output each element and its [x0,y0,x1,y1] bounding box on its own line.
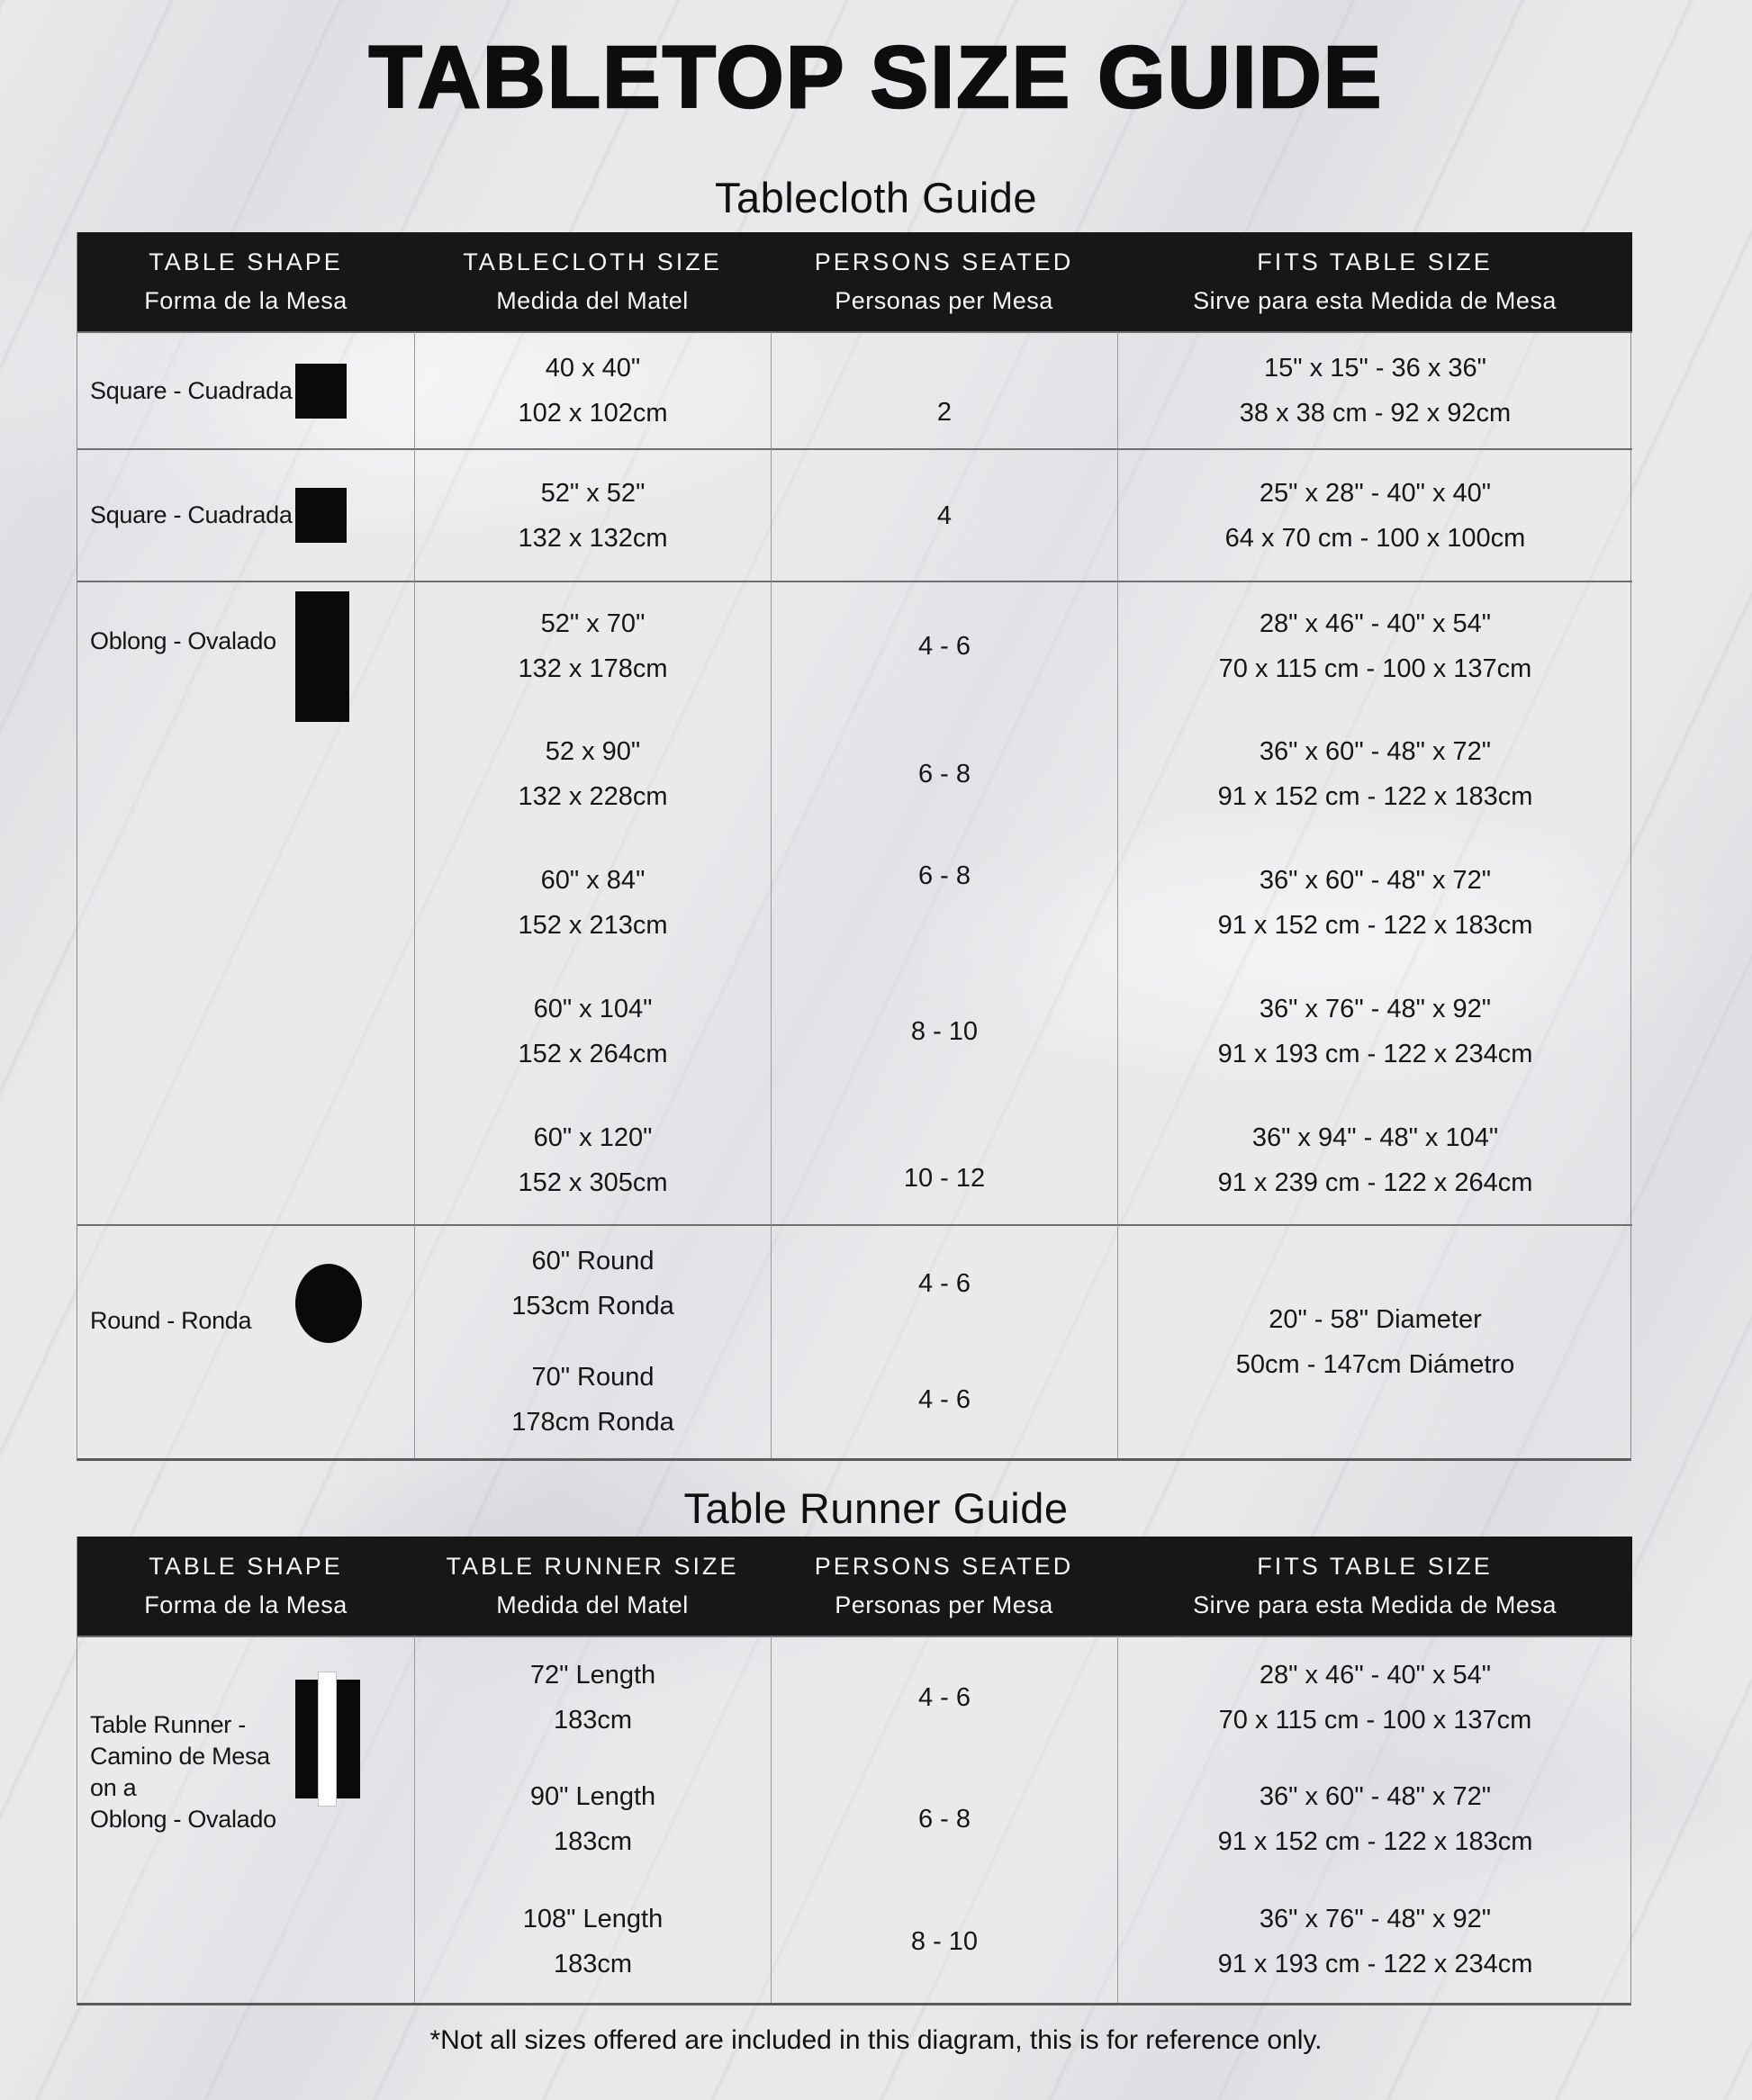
fits-cell: 36" x 60" - 48" x 72" 91 x 152 cm - 122 x 183cm [1117,709,1632,838]
shape-label: Square - Cuadrada [90,376,293,404]
size-cell: 40 x 40" 102 x 102cm [414,331,771,448]
size-cell: 52" x 70" 132 x 178cm [414,581,771,709]
footnote: *Not all sizes offered are included in this diagram, this is for reference only. [429,2025,1323,2055]
persons-cell: 6 - 8 [771,838,1117,967]
column-header-persons-seated: PERSONS SEATED Personas per Mesa [771,1537,1117,1636]
runner-icon [295,1672,360,1807]
column-header-table-shape: TABLE SHAPE Forma de la Mesa [77,1537,414,1636]
size-cell: 70" Round 178cm Ronda [414,1341,771,1458]
circle-icon [295,1264,362,1343]
tablecloth-guide-title: Tablecloth Guide [714,174,1038,221]
fits-cell: 36" x 94" - 48" x 104" 91 x 239 cm - 122 x 264cm [1117,1095,1632,1224]
fits-cell: 28" x 46" - 40" x 54" 70 x 115 cm - 100 x 137cm [1117,1636,1632,1758]
shape-label: Table Runner - Camino de Mesa on a Oblong - Ovalado [90,1711,276,1833]
square-icon [295,488,347,543]
size-cell: 90" Length 183cm [414,1758,771,1880]
persons-cell: 2 [771,331,1117,448]
shape-label: Oblong - Ovalado [90,627,276,654]
shape-label: Square - Cuadrada [90,501,293,528]
shape-cell [77,1224,414,1458]
size-cell: 60" x 104" 152 x 264cm [414,967,771,1095]
column-header-fits-table-size: FITS TABLE SIZE Sirve para esta Medida de Mesa [1117,232,1632,331]
persons-cell: 4 [771,448,1117,581]
fits-cell: 15" x 15" - 36 x 36" 38 x 38 cm - 92 x 92cm [1117,331,1632,448]
size-cell: 52" x 52" 132 x 132cm [414,448,771,581]
shape-label: Round - Ronda [90,1307,252,1334]
fits-cell: 36" x 60" - 48" x 72" 91 x 152 cm - 122 x 183cm [1117,1758,1632,1880]
column-header-persons-seated: PERSONS SEATED Personas per Mesa [771,232,1117,331]
size-cell: 52 x 90" 132 x 228cm [414,709,771,838]
persons-cell: 8 - 10 [771,967,1117,1095]
persons-cell: 6 - 8 [771,1758,1117,1880]
size-cell: 60" x 120" 152 x 305cm [414,1095,771,1224]
persons-cell: 4 - 6 [771,581,1117,709]
persons-cell: 6 - 8 [771,709,1117,838]
shape-cell [77,1636,414,2003]
persons-cell: 8 - 10 [771,1880,1117,2003]
fits-cell: 36" x 60" - 48" x 72" 91 x 152 cm - 122 x 183cm [1117,838,1632,967]
persons-cell: 4 - 6 [771,1224,1117,1341]
column-header-tablecloth-size: TABLECLOTH SIZE Medida del Matel [414,232,771,331]
size-cell: 108" Length 183cm [414,1880,771,2003]
size-cell: 60" x 84" 152 x 213cm [414,838,771,967]
column-header-table-runner-size: TABLE RUNNER SIZE Medida del Matel [414,1537,771,1636]
fits-cell: 36" x 76" - 48" x 92" 91 x 193 cm - 122 x 234cm [1117,1880,1632,2003]
shape-cell [77,448,414,581]
table-runner-table [77,1537,1631,2005]
tablecloth-table [77,232,1631,1461]
size-cell: 60" Round 153cm Ronda [414,1224,771,1341]
page-title: TABLETOP SIZE GUIDE [368,28,1384,126]
fits-cell: 20" - 58" Diameter 50cm - 147cm Diámetro [1117,1224,1632,1458]
persons-cell: 10 - 12 [771,1095,1117,1224]
column-header-fits-table-size: FITS TABLE SIZE Sirve para esta Medida de Mesa [1117,1537,1632,1636]
oblong-icon [295,591,349,722]
size-cell: 72" Length 183cm [414,1636,771,1758]
fits-cell: 28" x 46" - 40" x 54" 70 x 115 cm - 100 x 137cm [1117,581,1632,709]
persons-cell: 4 - 6 [771,1341,1117,1458]
fits-cell: 25" x 28" - 40" x 40" 64 x 70 cm - 100 x 100cm [1117,448,1632,581]
persons-cell: 4 - 6 [771,1636,1117,1758]
table-runner-guide-title: Table Runner Guide [683,1484,1069,1532]
shape-cell [77,581,414,1224]
column-header-table-shape: TABLE SHAPE Forma de la Mesa [77,232,414,331]
fits-cell: 36" x 76" - 48" x 92" 91 x 193 cm - 122 x 234cm [1117,967,1632,1095]
shape-cell [77,331,414,448]
square-icon [295,364,347,419]
